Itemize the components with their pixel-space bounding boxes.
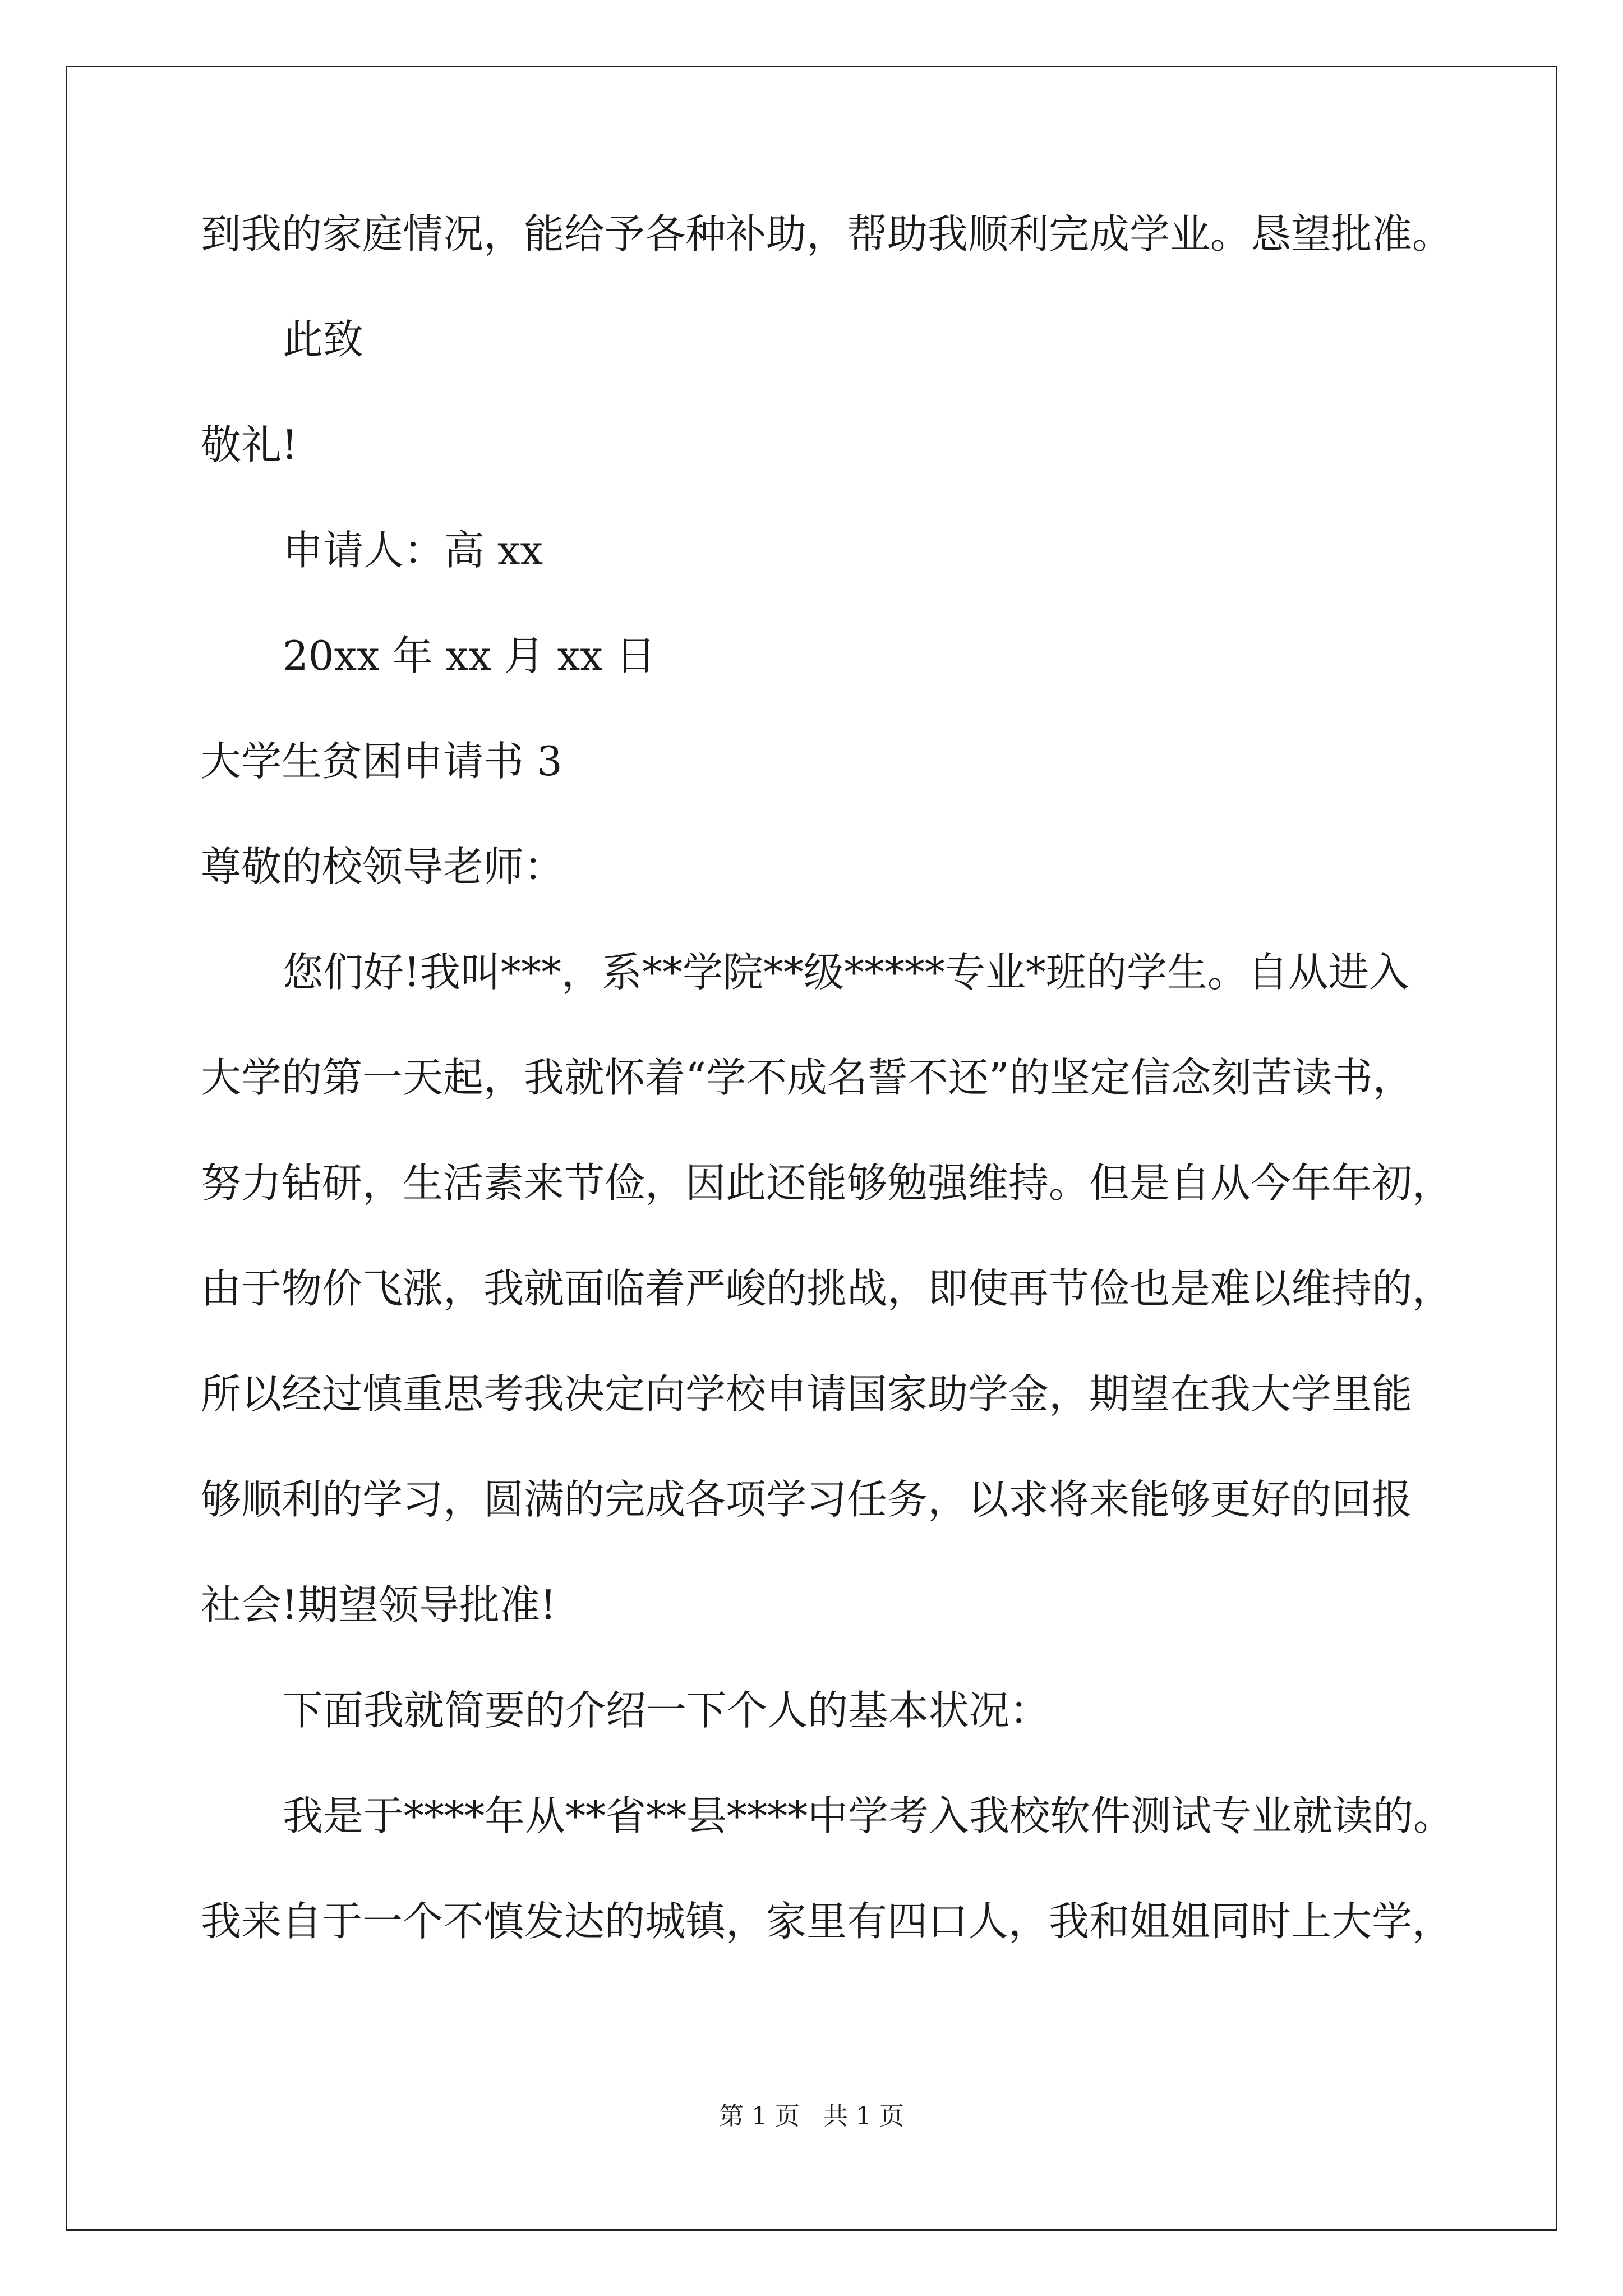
body-line-10: 努力钻研，生活素来节俭，因此还能够勉强维持。但是自从今年年初， bbox=[201, 1159, 1453, 1207]
body-line-17: 我来自于一个不慎发达的城镇，家里有四口人，我和姐姐同时上大学， bbox=[201, 1898, 1453, 1945]
body-line-16: 我是于****年从**省**县****中学考入我校软件测试专业就读的。 bbox=[283, 1792, 1454, 1839]
body-line-15: 下面我就简要的介绍一下个人的基本状况： bbox=[283, 1687, 1050, 1734]
closing-regards: 敬礼! bbox=[201, 421, 298, 468]
body-line-14: 社会!期望领导批准! bbox=[201, 1581, 556, 1628]
closing-salutation: 此致 bbox=[283, 316, 364, 363]
body-line-13: 够顺利的学习，圆满的完成各项学习任务，以求将来能够更好的回报 bbox=[201, 1476, 1413, 1523]
body-line-12: 所以经过慎重思考我决定向学校申请国家助学金，期望在我大学里能 bbox=[201, 1370, 1413, 1418]
body-line-1: 到我的家庭情况，能给予各种补助，帮助我顺利完成学业。恳望批准。 bbox=[201, 210, 1453, 257]
applicant-signature: 申请人：高 xx bbox=[283, 527, 543, 574]
signature-date: 20xx 年 xx 月 xx 日 bbox=[283, 632, 656, 679]
section-title: 大学生贫困申请书 3 bbox=[201, 738, 562, 785]
body-line-8: 您们好!我叫***，系**学院**级*****专业*班的学生。自从进入 bbox=[283, 949, 1409, 996]
letter-greeting: 尊敬的校领导老师： bbox=[201, 843, 565, 890]
body-line-9: 大学的第一天起，我就怀着“学不成名誓不还”的坚定信念刻苦读书， bbox=[201, 1054, 1413, 1101]
body-line-11: 由于物价飞涨，我就面临着严峻的挑战，即使再节俭也是难以维持的， bbox=[201, 1265, 1453, 1312]
page-footer: 第 1 页 共 1 页 bbox=[719, 2102, 904, 2131]
